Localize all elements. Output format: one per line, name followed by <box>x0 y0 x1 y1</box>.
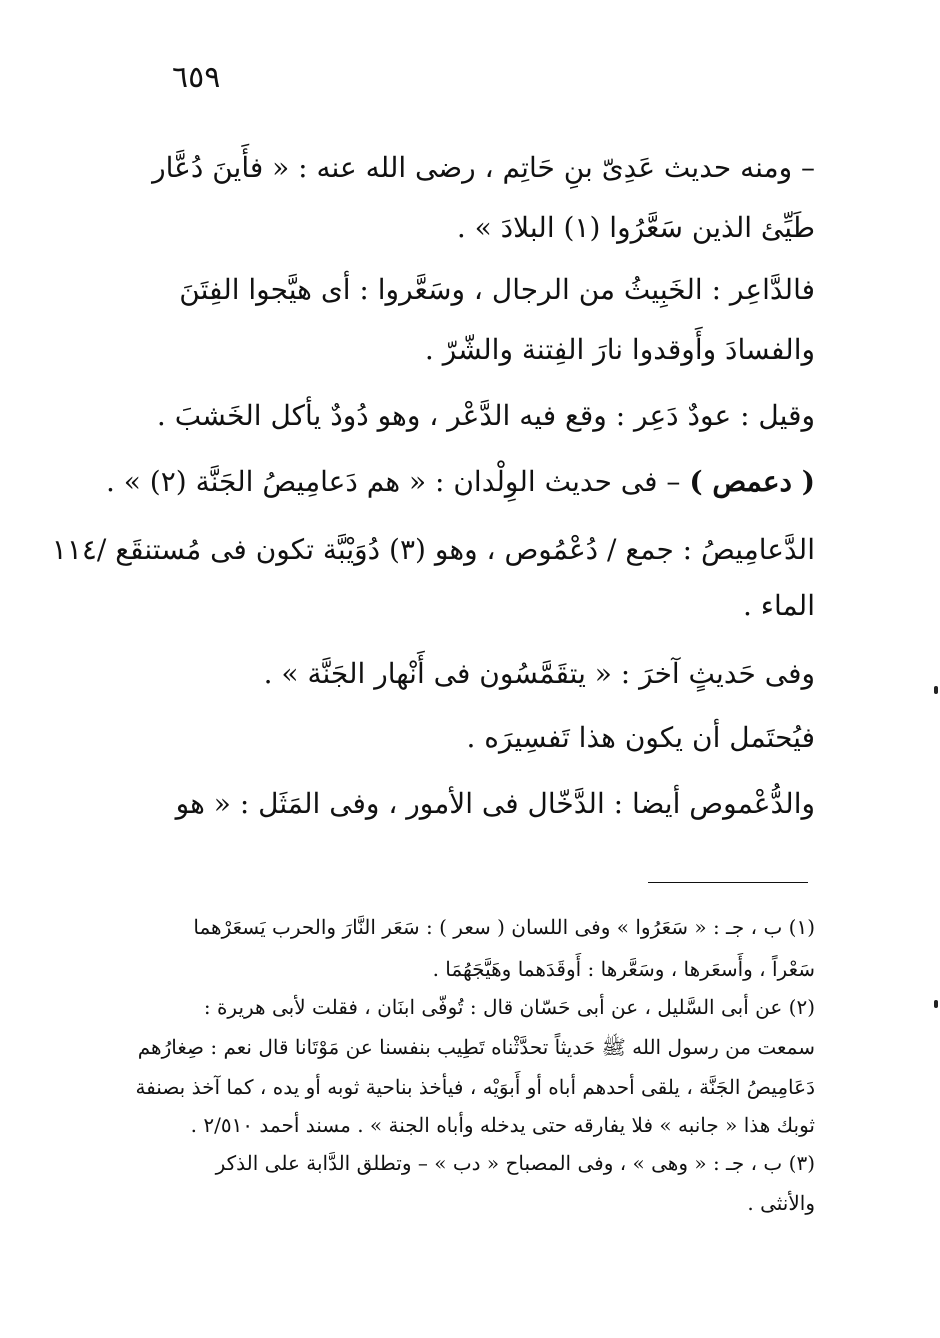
page-number: ٦٥٩ <box>172 60 221 95</box>
hadith-line-2: طَيِّئ الذين سَعَّرُوا (١) البلادَ » . <box>456 211 815 244</box>
other-hadith-line: وفى حَديثٍ آخرَ : « يتقَمَّسُون فى أَنْهار الجَنَّة » . <box>263 657 815 690</box>
footnote-3-line-1: (٣) ب ، جـ : « وهى » ، وفى المصباح « دب » – وتطلق الدَّابة على الذكر <box>215 1151 815 1175</box>
explanation-line-2: والفسادَ وأَوقدوا نارَ الفِتنة والشّرّ . <box>424 333 815 366</box>
entry-line-rest: – فى حديث الوِلْدان : « هم دَعامِيصُ الجَنَّة (٢) » . <box>105 465 690 498</box>
interpretation-line: فيُحتَمل أن يكون هذا تَفسِيرَه . <box>466 721 815 754</box>
footnote-2-line-3: دَعَامِيصُ الجَنَّة ، يلقى أحدهم أباه أو أَبوَيْه ، فيأخذ بناحية ثوبه أو يده ، كما آخذ بصنفة <box>135 1075 815 1099</box>
footnote-3-line-2: والأنثى . <box>747 1191 815 1215</box>
qil-line: وقيل : عودٌ دَعِر : وقع فيه الدَّعْر ، وهو دُودٌ يأكل الخَشبَ . <box>156 399 815 432</box>
footnote-2-line-2: سمعت من رسول الله ﷺ حَديثاً تحدَّثْناه تَطِيب بنفسنا عن مَوْتَانا قال نعم : صِغارُهم <box>137 1035 815 1059</box>
explanation-line-1: فالدَّاعِر : الخَبِيثُ من الرجال ، وسَعَّروا : أى هيَّجوا الفِتَنَ <box>179 273 815 306</box>
hadith-line-1: – ومنه حديث عَدِىّ بنِ حَاتِم ، رضى الله عنه : « فأَينَ دُعَّار <box>152 151 815 184</box>
footnote-divider <box>648 882 808 883</box>
water-line: الماء . <box>743 589 815 622</box>
entry-line <box>106 460 815 504</box>
footnote-2-line-4: ثوبك هذا « جانبه » فلا يفارقه حتى يدخله وأباه الجنة » . مسند أحمد ٢/٥١٠ . <box>190 1113 815 1137</box>
footnote-2-line-1: (٢) عن أبى السَّليل ، عن أبى حَسّان قال : تُوفّى ابنَان ، فقلت لأبى هريرة : <box>203 995 815 1019</box>
edge-speck <box>934 1000 938 1008</box>
last-line: والدُّعْموص أيضا : الدَّخّال فى الأمور ، وفى المَثَل : « هو <box>175 787 815 820</box>
edge-speck <box>934 686 938 694</box>
entry-word: ( دعمص ) <box>689 465 815 498</box>
footnote-1-line-2: سَعْراً ، وأَسعَرها ، وسَعَّرها : أَوقَدَهما وهَيَّجَهُمَا . <box>432 957 815 981</box>
footnote-1-line-1: (١) ب ، جـ : « سَعَرُوا » وفى اللسان ( سعر ) : سَعَر النَّارَ والحرب يَسعَرْهما <box>193 915 815 939</box>
plural-line: الدَّعامِيصُ : جمع / دُعْمُوص ، وهو (٣) دُوَيْبَّة تكون فى مُستنقَع /١١٤ <box>51 533 815 566</box>
